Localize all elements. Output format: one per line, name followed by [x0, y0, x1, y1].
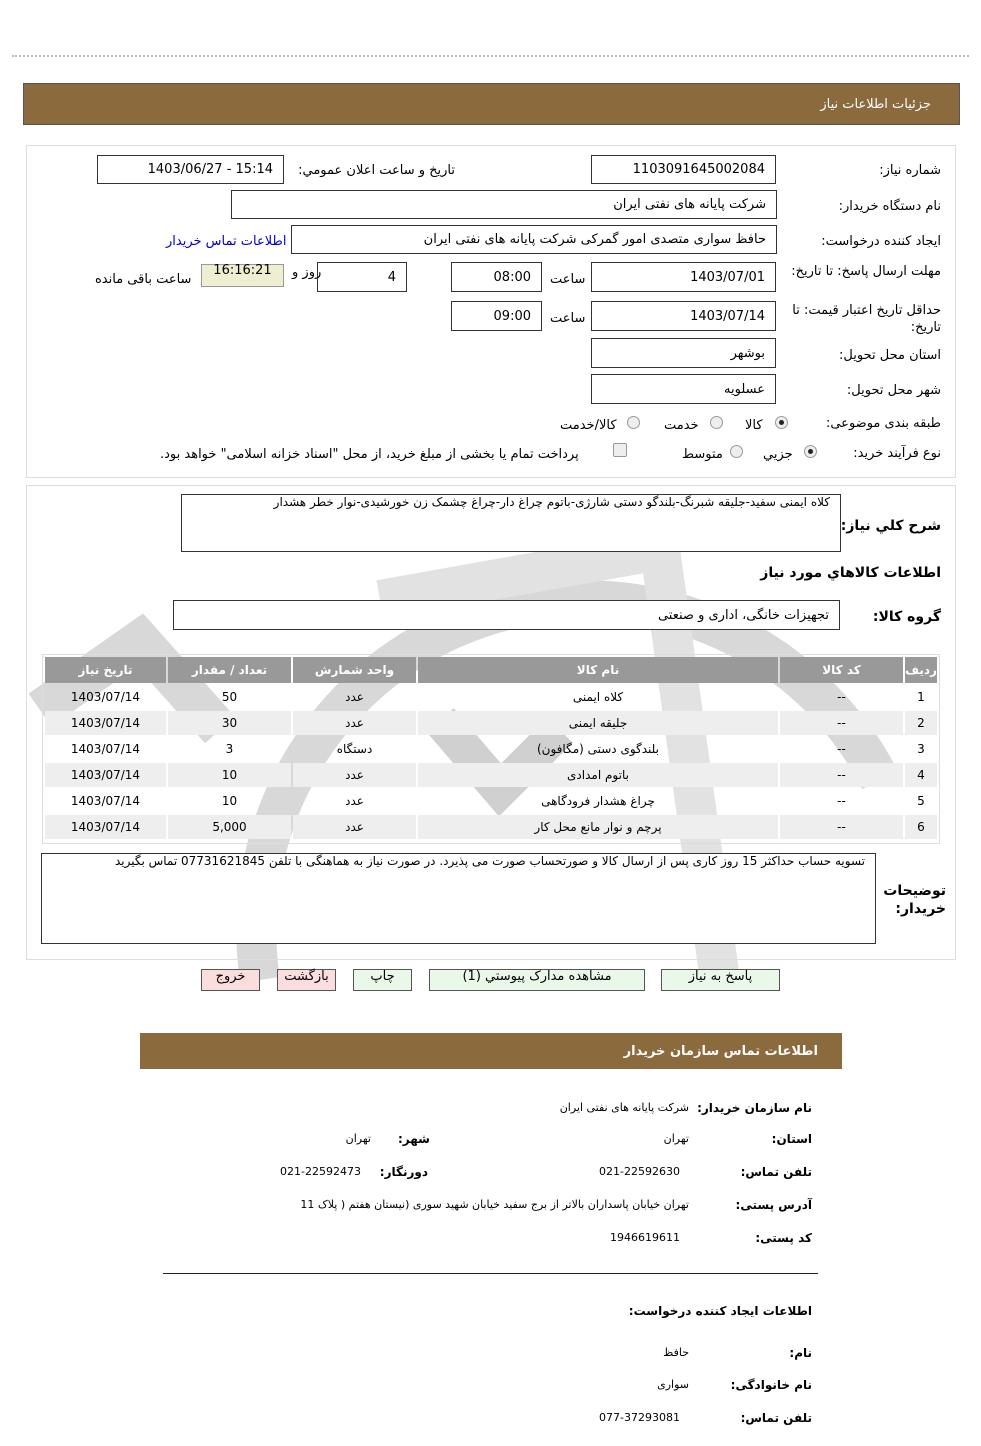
announce-field: 1403/06/27 - 15:14	[97, 155, 284, 184]
buyer-notes-field: تسویه حساب حداکثر 15 روز کاری پس از ارسال کالا و صورتحساب صورت می پذیرد. در صورت نیاز به هماهنگی با تلفن 07731621845 تماس بگیرید	[41, 853, 876, 944]
process-minor-label: جزيي	[763, 447, 793, 462]
table-row	[45, 737, 937, 761]
item-qty: 10	[221, 794, 238, 808]
process-label: نوع فرآیند خرید:	[853, 446, 941, 461]
remaining-label: ساعت باقی مانده	[95, 272, 192, 287]
need-number-label: شماره نیاز:	[879, 163, 941, 178]
contact-fax-label: دورنگار:	[379, 1165, 428, 1179]
item-date: 1403/07/14	[70, 690, 141, 704]
contact-title: اطلاعات تماس سازمان خریدار	[623, 1043, 818, 1059]
contact-header	[140, 1033, 842, 1069]
creator-name: حافظ	[663, 1346, 689, 1359]
item-qty: 10	[168, 763, 291, 787]
deadline-time-label: ساعت	[550, 272, 586, 287]
attachments-button[interactable]: مشاهده مدارک پیوستي (1)	[429, 969, 645, 991]
payment-note: پرداخت تمام یا بخشی از مبلغ خرید، از محل "اسناد خزانه اسلامی" خواهد بود.	[160, 447, 579, 462]
table-row	[45, 763, 937, 787]
contact-phone: 021-22592630	[599, 1165, 680, 1178]
remaining-time: 16:16:21	[201, 264, 284, 287]
buyer-org-label: نام دستگاه خریدار:	[838, 199, 941, 214]
creator-phone-label: تلفن تماس:	[740, 1411, 812, 1425]
creator-name-label: نام:	[789, 1346, 812, 1360]
city-label: شهر محل تحویل:	[846, 383, 941, 398]
item-code: --	[780, 815, 903, 839]
city-field: عسلویه	[591, 374, 776, 404]
item-code: --	[780, 711, 903, 735]
category-both-label: کالا/خدمت	[560, 418, 617, 433]
deadline-date-field: 1403/07/01	[591, 262, 776, 292]
row-number: 6	[905, 815, 937, 839]
item-unit: عدد	[293, 711, 416, 735]
group-field: تجهیزات خانگی، اداری و صنعتی	[173, 600, 840, 630]
group-label: گروه کالا:	[872, 609, 941, 625]
top-divider	[12, 55, 969, 57]
contact-city-label: شهر:	[398, 1132, 430, 1146]
goods-table	[43, 655, 939, 841]
contact-province-label: استان:	[771, 1132, 812, 1146]
contact-province: تهران	[663, 1132, 689, 1145]
validity-date-field: 1403/07/14	[591, 301, 776, 331]
category-service-label: خدمت	[664, 418, 699, 433]
row-number: 3	[917, 742, 925, 756]
back-button[interactable]: بازگشت	[277, 969, 336, 991]
table-row	[45, 789, 937, 813]
reply-button[interactable]: پاسخ به نیاز	[661, 969, 780, 991]
item-unit: عدد	[345, 690, 364, 704]
item-unit: عدد	[293, 815, 416, 839]
category-radio-both[interactable]	[627, 416, 640, 429]
creator-label: ایجاد کننده درخواست:	[821, 234, 941, 249]
contact-org: شرکت پایانه های نفتی ایران	[559, 1101, 689, 1114]
item-code: --	[837, 690, 846, 704]
item-date: 1403/07/14	[45, 815, 166, 839]
contact-postal-label: کد پستی:	[755, 1231, 812, 1245]
item-unit: دستگاه	[336, 742, 373, 756]
col-name: نام کالا	[418, 657, 778, 683]
province-field: بوشهر	[591, 338, 776, 368]
process-radio-minor[interactable]	[804, 445, 817, 458]
goods-info-title: اطلاعات کالاهاي مورد نیاز	[760, 565, 941, 581]
item-name: پرچم و نوار مانع محل کار	[418, 815, 778, 839]
process-radio-medium[interactable]	[730, 445, 743, 458]
item-qty: 50	[221, 690, 238, 704]
item-name: جلیقه ایمنی	[418, 711, 778, 735]
col-qty: تعداد / مقدار	[168, 657, 291, 683]
category-goods-label: کالا	[745, 418, 763, 433]
contact-phone-label: تلفن تماس:	[740, 1165, 812, 1179]
item-date: 1403/07/14	[45, 711, 166, 735]
contact-org-label: نام سازمان خریدار:	[697, 1101, 812, 1115]
contact-postal: 1946619611	[610, 1231, 680, 1244]
print-button[interactable]: چاپ	[353, 969, 412, 991]
table-row	[45, 685, 937, 709]
col-code: کد کالا	[780, 657, 903, 683]
buyer-org-field: شرکت پایانه های نفتی ایران	[231, 190, 777, 219]
row-number: 5	[917, 794, 925, 808]
creator-family-label: نام خانوادگی:	[730, 1378, 812, 1392]
item-qty: 30	[168, 711, 291, 735]
validity-time-label: ساعت	[550, 311, 586, 326]
row-number: 1	[917, 690, 925, 704]
summary-label: شرح کلي نیاز:	[840, 518, 941, 534]
category-label: طبقه بندی موضوعی:	[825, 416, 941, 431]
creator-family: سواری	[657, 1378, 689, 1391]
deadline-time-field: 08:00	[451, 262, 542, 292]
item-name: کلاه ایمنی	[572, 690, 624, 704]
contact-city: تهران	[345, 1132, 371, 1145]
row-number: 4	[905, 763, 937, 787]
category-radio-goods[interactable]	[775, 416, 788, 429]
announce-label: تاریخ و ساعت اعلان عمومي:	[298, 163, 455, 178]
item-code: --	[837, 742, 846, 756]
item-unit: عدد	[293, 763, 416, 787]
item-qty: 5,000	[168, 815, 291, 839]
treasury-checkbox[interactable]	[613, 443, 627, 457]
item-date: 1403/07/14	[70, 742, 141, 756]
need-number-field: 1103091645002084	[591, 155, 776, 184]
process-medium-label: متوسط	[682, 447, 723, 462]
item-date: 1403/07/14	[45, 763, 166, 787]
deadline-label: مهلت ارسال پاسخ: تا تاریخ:	[791, 264, 941, 279]
item-qty: 3	[225, 742, 234, 756]
buyer-notes-label: توضیحات خریدار:	[883, 883, 946, 917]
days-label: روز و	[292, 265, 322, 280]
col-date: تاریخ نیاز	[45, 657, 166, 683]
contact-address-label: آدرس پستی:	[735, 1198, 812, 1212]
exit-button[interactable]: خروج	[201, 969, 260, 991]
validity-time-field: 09:00	[451, 301, 542, 331]
item-code: --	[780, 763, 903, 787]
summary-field: کلاه ایمنی سفید-جلیقه شبرنگ-بلندگو دستی شارژی-باتوم چراغ دار-چراغ چشمک زن خورشیدی-نوار خطر هشدار	[181, 494, 841, 552]
item-unit: عدد	[345, 794, 364, 808]
creator-info-title: اطلاعات ایجاد کننده درخواست:	[628, 1304, 812, 1318]
contact-fax: 021-22592473	[280, 1165, 361, 1178]
page-header	[23, 83, 960, 125]
item-name: چراغ هشدار فرودگاهی	[541, 794, 655, 808]
contact-divider	[163, 1273, 818, 1274]
buyer-contact-link[interactable]: اطلاعات تماس خریدار	[166, 234, 287, 249]
col-unit: واحد شمارش	[293, 657, 416, 683]
province-label: استان محل تحویل:	[839, 348, 941, 363]
item-name: بلندگوی دستی (مگافون)	[536, 742, 659, 756]
creator-field: حافظ سواری متصدی امور گمرکی شرکت پایانه های نفتی ایران	[291, 225, 777, 254]
table-row	[45, 711, 937, 735]
item-code: --	[837, 794, 846, 808]
validity-label: حداقل تاریخ اعتبار قیمت: تا تاریخ:	[792, 303, 941, 335]
days-field: 4	[317, 262, 407, 292]
col-row: ردیف	[905, 657, 937, 683]
row-number: 2	[905, 711, 937, 735]
item-date: 1403/07/14	[70, 794, 141, 808]
creator-phone: 077-37293081	[599, 1411, 680, 1424]
item-name: باتوم امدادی	[418, 763, 778, 787]
category-radio-service[interactable]	[710, 416, 723, 429]
contact-address: تهران خیابان پاسداران بالاتر از برج سفید خیابان شهید سوری (نیستان هفتم ( پلاک 11	[300, 1198, 689, 1211]
goods-table-wrap	[42, 654, 940, 844]
table-row	[45, 815, 937, 839]
page-title: جزئیات اطلاعات نیاز	[820, 96, 931, 112]
